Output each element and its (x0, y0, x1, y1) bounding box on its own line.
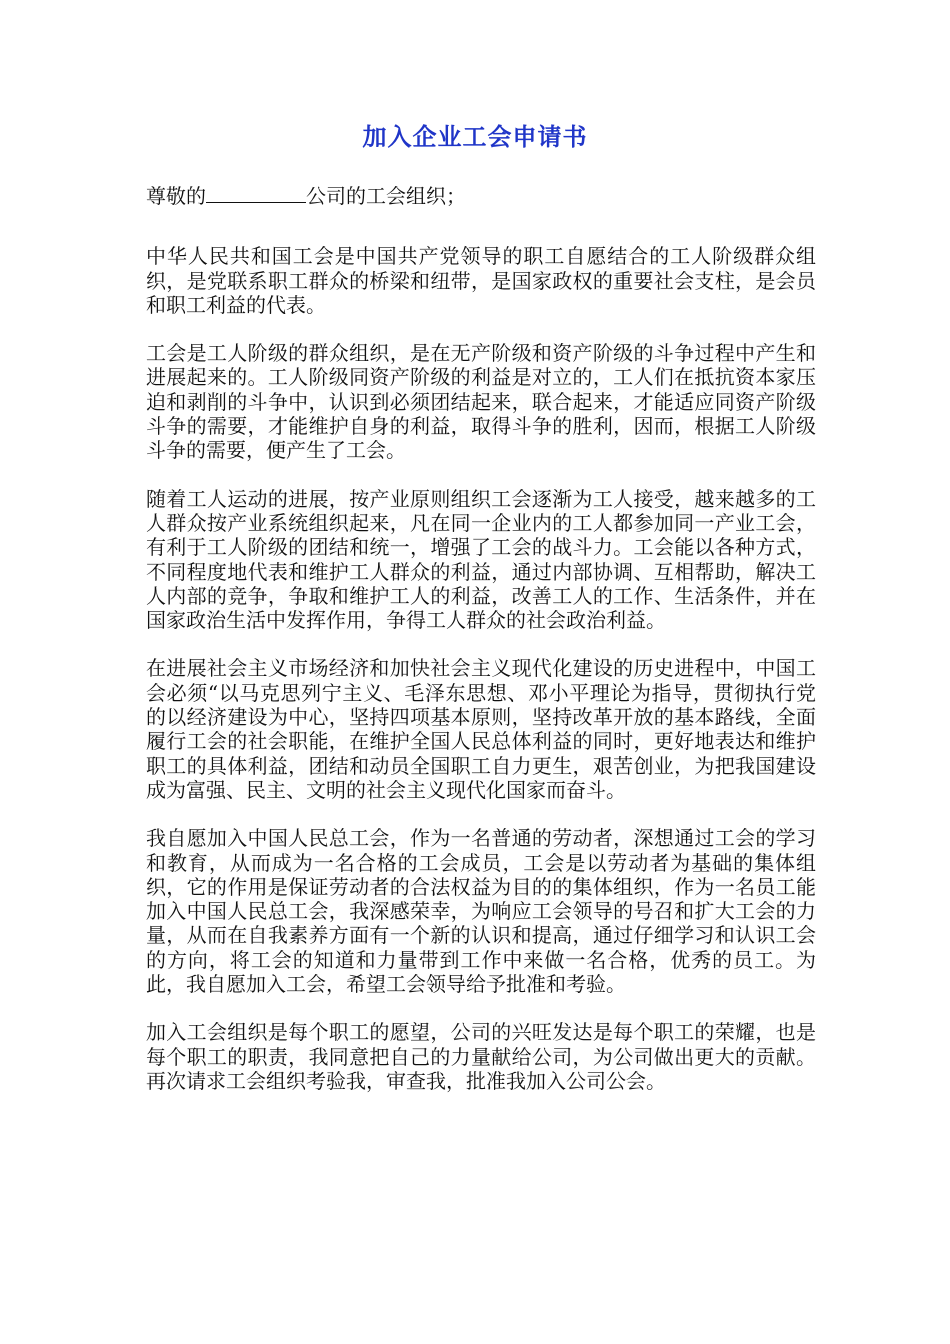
document-body (146, 184, 816, 1117)
paragraph-4: 在进展社会主义市场经济和加快社会主义现代化建设的历史进程中，中国工会必须“以马克思列宁主义、毛泽东思想、邓小平理论为指导，贯彻执行党的以经济建设为中心，坚持四项基本原则，坚持改革开放的基本路线，全面履行工会的社会职能，在维护全国人民总体利益的同时，更好地表达和维护职工的具体利益，团结和动员全国职工自力更生，艰苦创业，为把我国建设成为富强、民主、文明的社会主义现代化国家而奋斗。 (146, 656, 816, 802)
greeting-line (146, 184, 816, 208)
paragraph-2: 工会是工人阶级的群众组织，是在无产阶级和资产阶级的斗争过程中产生和进展起来的。工人阶级同资产阶级的利益是对立的，工人们在抵抗资本家压迫和剥削的斗争中，认识到必须团结起来，联合起来，才能适应同资产阶级斗争的需要，才能维护自身的利益，取得斗争的胜利，因而，根据工人阶级斗争的需要，便产生了工会。 (146, 341, 816, 463)
greeting-prefix: 尊敬的 (146, 184, 206, 208)
company-name-blank (206, 184, 306, 203)
paragraph-1: 中华人民共和国工会是中国共产党领导的职工自愿结合的工人阶级群众组织，是党联系职工群众的桥梁和纽带，是国家政权的重要社会支柱，是会员和职工利益的代表。 (146, 244, 816, 317)
document-title: 加入企业工会申请书 (362, 123, 588, 151)
paragraph-5: 我自愿加入中国人民总工会，作为一名普通的劳动者，深想通过工会的学习和教育，从而成为一名合格的工会成员，工会是以劳动者为基础的集体组织，它的作用是保证劳动者的合法权益为目的的集体组织，作为一名员工能加入中国人民总工会，我深感荣幸，为响应工会领导的号召和扩大工会的力量，从而在自我素养方面有一个新的认识和提高，通过仔细学习和认识工会的方向，将工会的知道和力量带到工作中来做一名合格，优秀的员工。为此，我自愿加入工会，希望工会领导给予批准和考验。 (146, 826, 816, 997)
greeting-suffix: 公司的工会组织； (306, 184, 466, 208)
paragraph-3: 随着工人运动的进展，按产业原则组织工会逐渐为工人接受，越来越多的工人群众按产业系统组织起来，凡在同一企业内的工人都参加同一产业工会，有利于工人阶级的团结和统一，增强了工会的战斗力。工会能以各种方式，不同程度地代表和维护工人群众的利益，通过内部协调、互相帮助，解决工人内部的竞争，争取和维护工人的利益，改善工人的工作、生活条件，并在国家政治生活中发挥作用，争得工人群众的社会政治利益。 (146, 486, 816, 633)
paragraph-6: 加入工会组织是每个职工的愿望，公司的兴旺发达是每个职工的荣耀，也是每个职工的职责，我同意把自己的力量献给公司，为公司做出更大的贡献。再次请求工会组织考验我，审查我，批准我加入公司公会。 (146, 1020, 816, 1093)
